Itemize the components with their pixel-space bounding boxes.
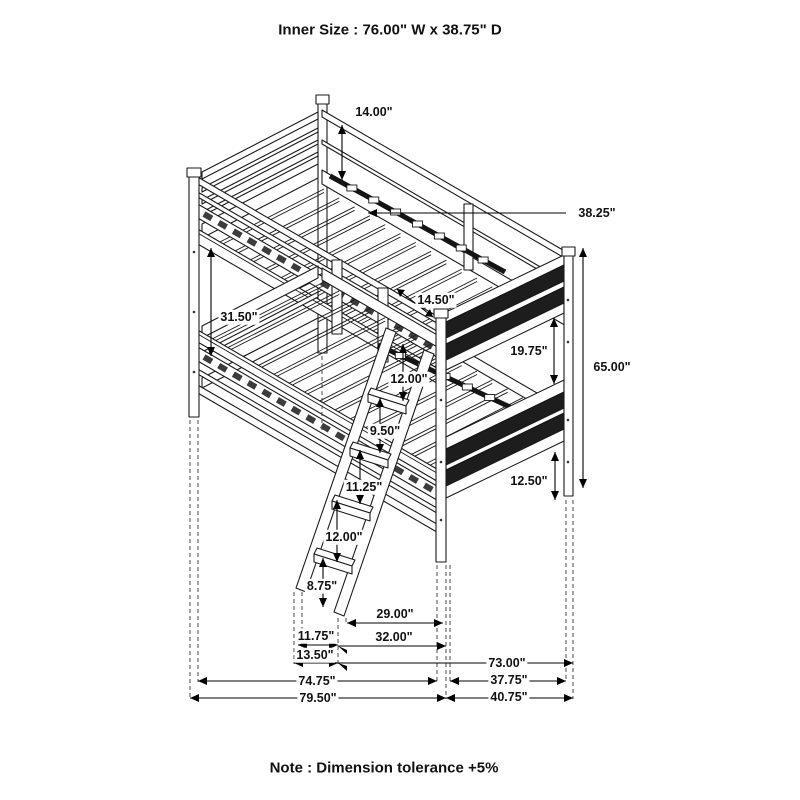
dim-label-foot-gap: 19.75" [510, 343, 548, 358]
drawing-note: Note : Dimension tolerance +5% [269, 759, 499, 777]
dim-label-depth-overall: 40.75" [490, 689, 528, 704]
dim-label-ladder-span: 32.00" [375, 629, 413, 644]
dim-label-length-inner-proj: 74.75" [298, 673, 336, 688]
dim-label-underbed-span: 73.00" [488, 655, 526, 670]
dim-label-ladder-foot-depth: 11.75" [297, 628, 335, 643]
dim-label-ladder-step-3: 11.25" [345, 479, 383, 494]
dim-label-slat-length: 38.25" [578, 205, 616, 220]
upper-slat-support-strip [330, 176, 505, 272]
front-left-post [187, 168, 201, 417]
dim-label-depth-inner-proj: 37.75" [490, 672, 528, 687]
dim-label-ladder-step-1: 12.00" [390, 371, 428, 386]
dim-label-ladder-step-4: 12.00" [325, 529, 363, 544]
dim-label-bunk-gap-left: 31.50" [220, 309, 258, 324]
dim-label-ladder-step-bottom: 8.75" [306, 578, 338, 593]
dim-label-ladder-step-2: 9.50" [369, 423, 401, 438]
dim-label-guardrail-height: 14.00" [355, 104, 393, 119]
back-right-post [562, 247, 575, 496]
dim-label-ladder-foot-to-post: 29.00" [376, 606, 414, 621]
drawing-title: Inner Size : 76.00" W x 38.75" D [278, 21, 502, 39]
dim-label-length-overall: 79.50" [299, 690, 337, 705]
dim-label-ladder-base: 13.50" [296, 647, 334, 662]
front-right-post [434, 309, 448, 562]
dim-label-lower-footboard: 12.50" [510, 473, 548, 488]
dim-label-overall-height: 65.00" [593, 359, 631, 374]
dim-label-upper-rail-assembly: 14.50" [417, 292, 455, 307]
